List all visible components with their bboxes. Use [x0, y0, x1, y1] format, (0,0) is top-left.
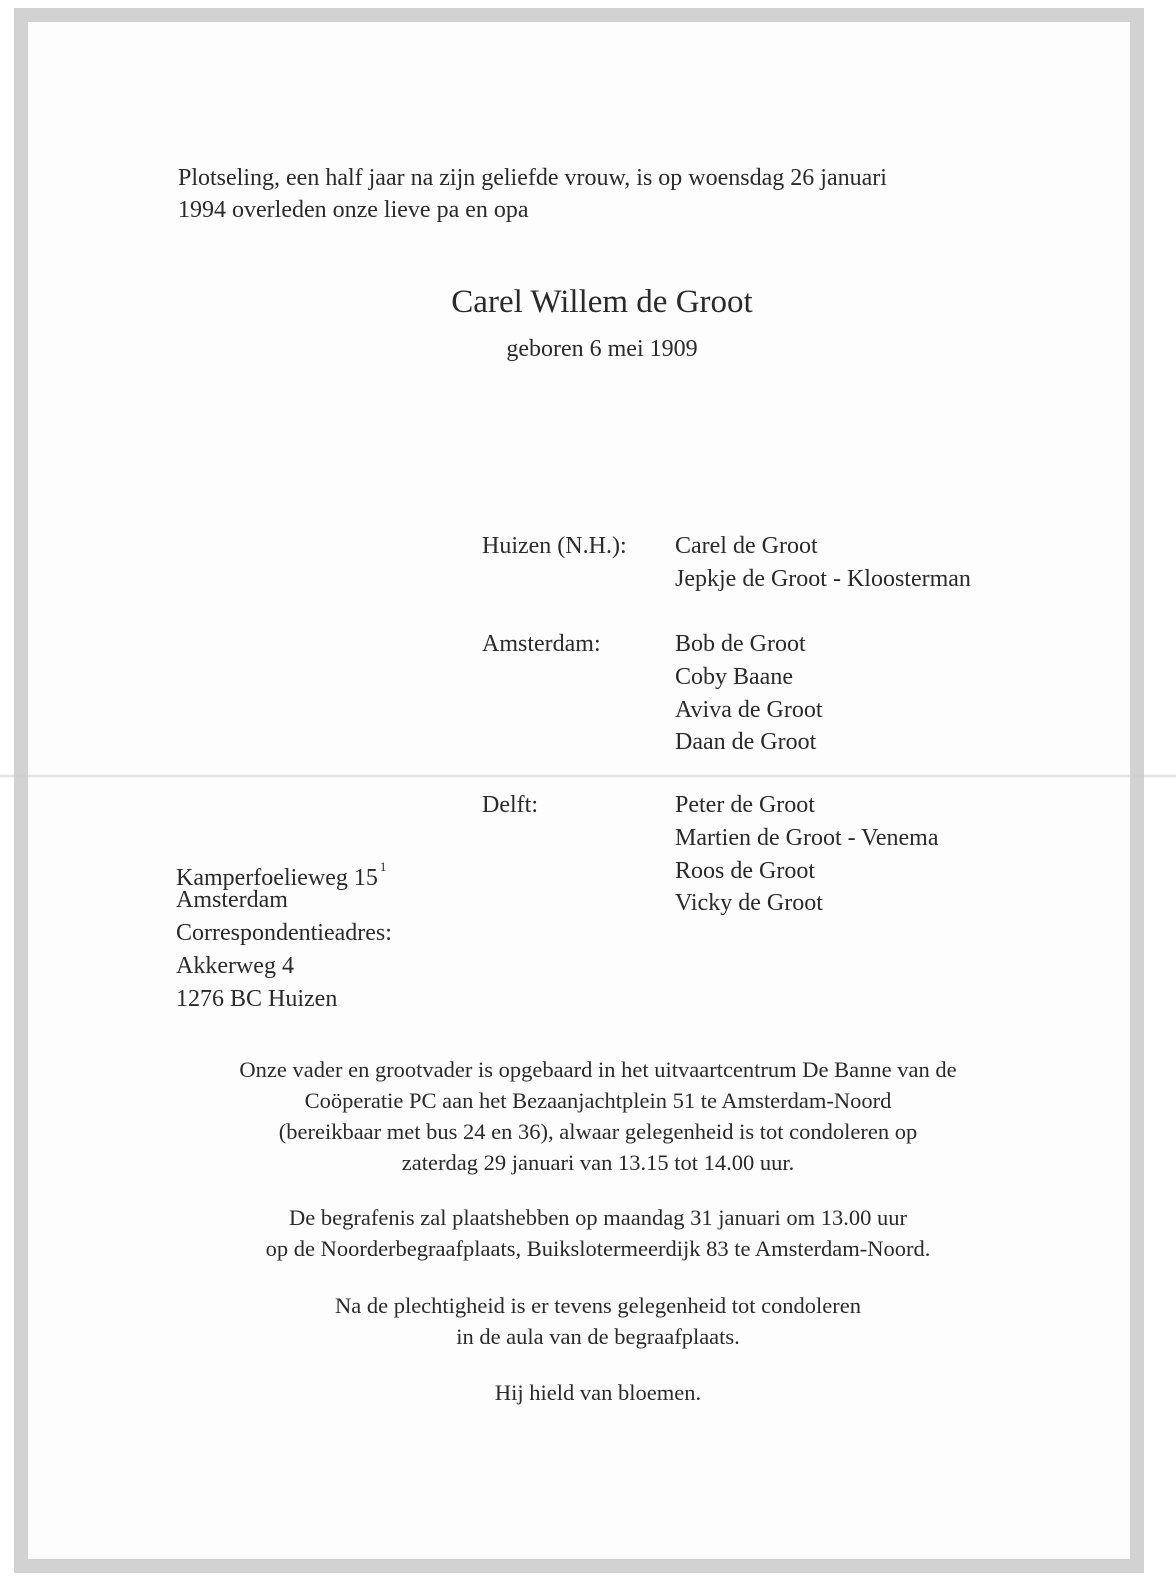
intro-line-1: Plotseling, een half jaar na zijn geliefde vrouw, is op woensdag 26 januari [178, 165, 887, 191]
correspondence-city: 1276 BC Huizen [176, 986, 338, 1012]
viewing-line: (bereikbaar met bus 24 en 36), alwaar gelegenheid is tot condoleren op [278, 1119, 918, 1144]
deceased-name: Carel Willem de Groot [451, 284, 753, 320]
correspondence-label: Correspondentieadres: [176, 920, 392, 946]
birth-date: geboren 6 mei 1909 [506, 336, 698, 362]
family-member: Coby Baane [675, 664, 793, 690]
family-member: Martien de Groot - Venema [675, 825, 939, 851]
address-street-text: Kamperfoelieweg 15 [176, 865, 378, 891]
family-member: Peter de Groot [675, 792, 815, 818]
family-member: Vicky de Groot [675, 890, 823, 916]
family-member: Jepkje de Groot - Kloosterman [675, 566, 971, 592]
viewing-line: Coöperatie PC aan het Bezaanjachtplein 51 te Amsterdam-Noord [304, 1088, 892, 1113]
family-place-amsterdam: Amsterdam: [482, 631, 601, 657]
address-city: Amsterdam [176, 887, 288, 913]
funeral-line: De begrafenis zal plaatshebben op maandag 31 januari om 13.00 uur [289, 1205, 907, 1230]
paper-fold-line [0, 774, 1176, 778]
family-place-delft: Delft: [482, 792, 538, 818]
family-member: Roos de Groot [675, 858, 815, 884]
family-member: Bob de Groot [675, 631, 806, 657]
family-member: Daan de Groot [675, 729, 817, 755]
funeral-line: op de Noorderbegraafplaats, Buikslotermeerdijk 83 te Amsterdam-Noord. [265, 1236, 931, 1261]
address-street-superscript: 1 [379, 859, 387, 874]
condolence-line: in de aula van de begraafplaats. [456, 1324, 740, 1349]
family-member: Aviva de Groot [675, 697, 823, 723]
intro-line-2: 1994 overleden onze lieve pa en opa [178, 197, 529, 223]
condolence-line: Na de plechtigheid is er tevens gelegenheid tot condoleren [334, 1293, 862, 1318]
family-place-huizen: Huizen (N.H.): [482, 533, 627, 559]
correspondence-street: Akkerweg 4 [176, 953, 294, 979]
closing-line: Hij hield van bloemen. [494, 1380, 702, 1405]
viewing-line: Onze vader en grootvader is opgebaard in het uitvaartcentrum De Banne van de [239, 1057, 957, 1082]
viewing-line: zaterdag 29 januari van 13.15 tot 14.00 uur. [401, 1150, 795, 1175]
family-member: Carel de Groot [675, 533, 818, 559]
